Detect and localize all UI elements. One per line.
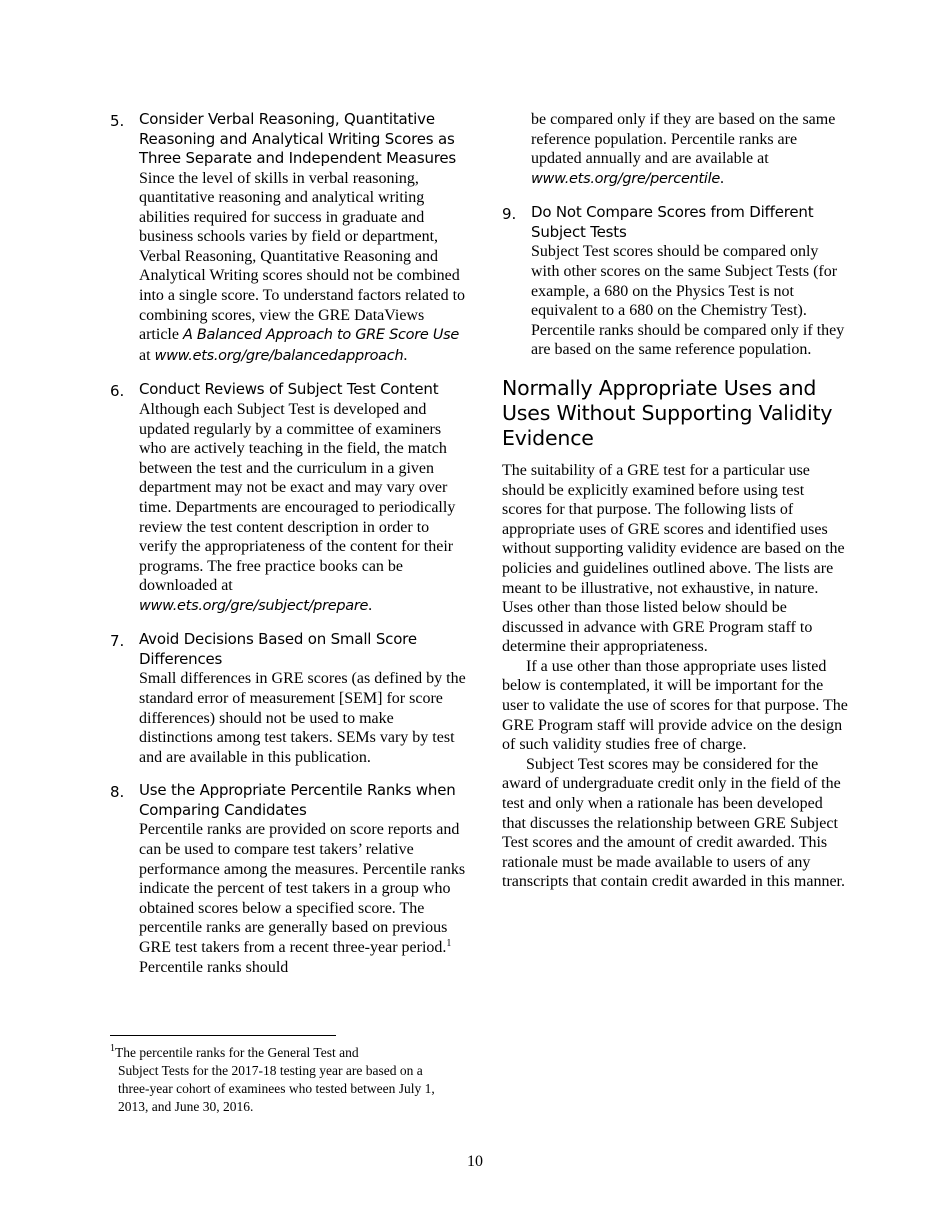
footnote-reference[interactable]: 1 — [446, 938, 452, 949]
paragraph: The suitability of a GRE test for a particular use should be explicitly examined before using test scores for that purpose. The following lists of appropriate uses of GRE scores and identified uses without supporting validity evidence are based on the policies and guidelines outlined above. The lists are meant to be illustrative, not exhaustive, in nature. Uses other than those listed below should be discussed in advance with GRE Program staff to determine their appropriateness. — [502, 461, 845, 656]
body-text: . — [403, 346, 408, 364]
paragraph: Subject Test scores may be considered for the award of undergraduate credit only in the field of the test and only when a rationale has been developed that discusses the relationship between GRE Subject Test scores and the amount of credit awarded. This rationale must be made available to users of any transcripts that contain credit awarded in this manner. — [502, 755, 845, 891]
item-title: Do Not Compare Scores from Different Subject Tests — [531, 203, 814, 241]
footnote-text: Subject Tests for the 2017-18 testing year are based on a three-year cohort of examinees who tested between July 1, 2013, and June 30, 2016. — [118, 1063, 435, 1114]
body-text: Although each Subject Test is developed and updated regularly by a committee of examiners who are actively teaching in the field, the match between the test and the curriculum in a given department may not be exact and may vary over time. Departments are encouraged to periodically review the test content description in order to verify the appropriateness of the content for their programs. The free practice books can be downloaded at — [139, 400, 456, 595]
item-title: Use the Appropriate Percentile Ranks when Comparing Candidates — [139, 781, 456, 819]
guideline-item-8-continued — [502, 110, 848, 189]
item-number: 5. — [110, 112, 125, 130]
right-column — [502, 110, 848, 892]
body-text: . — [719, 169, 724, 187]
footnote-text: The percentile ranks for the General Test and — [115, 1045, 359, 1060]
percentile-link[interactable]: www.ets.org/gre/percentile — [531, 170, 720, 187]
section-heading: Normally Appropriate Uses and Uses Without Supporting Validity Evidence — [502, 375, 833, 450]
item-number: 9. — [502, 205, 517, 224]
guideline-item-9 — [502, 203, 848, 360]
item-title: Avoid Decisions Based on Small Score Differences — [139, 630, 417, 668]
item-title: Conduct Reviews of Subject Test Content — [139, 380, 439, 399]
item-number: 6. — [110, 382, 125, 401]
item-body: Small differences in GRE scores (as defined by the standard error of measurement [SEM] for score differences) should not be used to make distinctions among test takers. SEMs vary by test and are available in this publication. — [139, 670, 466, 766]
footnote-marker: 1 — [110, 1043, 115, 1054]
item-number: 8. — [110, 783, 125, 802]
guideline-item-6 — [110, 380, 466, 616]
balanced-approach-link[interactable]: www.ets.org/gre/balancedapproach — [154, 347, 404, 364]
guideline-item-5 — [110, 110, 466, 366]
left-column — [110, 110, 466, 991]
guideline-item-7 — [110, 630, 466, 767]
section-body — [502, 461, 848, 892]
item-body — [139, 820, 466, 977]
body-text: Since the level of skills in verbal reasoning, quantitative reasoning and analytical writing abilities required for success in graduate and business schools varies by field or department, Verbal Reasoning, Quantitative Reasoning and Analytical Writing scores should not be combined into a single score. To understand factors related to combining scores, view the GRE DataViews article — [139, 169, 466, 344]
item-body — [139, 169, 466, 367]
page-number: 10 — [467, 1153, 483, 1170]
body-text: be compared only if they are based on the same reference population. Percentile ranks are updated annually and are available at — [531, 111, 836, 168]
body-text: Percentile ranks are provided on score reports and can be used to compare test takers’ relative performance among the measures. Percentile ranks indicate the percent of test takers in a group who obtained scores below a specified score. The percentile ranks are generally based on previous GRE test takers from a recent three-year period. — [139, 821, 466, 956]
footnote — [110, 1044, 450, 1116]
footnote-divider — [110, 1035, 336, 1036]
item-number: 7. — [110, 632, 125, 651]
item-body — [139, 400, 466, 617]
body-text: . — [368, 596, 373, 614]
subject-prepare-link[interactable]: www.ets.org/gre/subject/prepare — [139, 597, 369, 614]
guideline-item-8 — [110, 781, 466, 977]
article-title: A Balanced Approach to GRE Score Use — [182, 327, 460, 344]
item-body: Subject Test scores should be compared only with other scores on the same Subject Tests (for example, a 680 on the Physics Test is not equivalent to a 680 on the Chemistry Test). Percentile ranks should be compared only if they are based on the same reference population. — [531, 243, 845, 359]
body-text: at — [139, 346, 155, 364]
paragraph: If a use other than those appropriate uses listed below is contemplated, it will be important for the user to validate the use of scores for that purpose. The GRE Program staff will provide advice on the design of such validity studies free of charge. — [502, 657, 848, 754]
item-title: Consider Verbal Reasoning, Quantitative Reasoning and Analytical Writing Scores as Three Separate and Independent Measures — [139, 110, 457, 167]
body-text: Percentile ranks should — [139, 958, 289, 976]
footnote-first-line — [110, 1044, 450, 1062]
